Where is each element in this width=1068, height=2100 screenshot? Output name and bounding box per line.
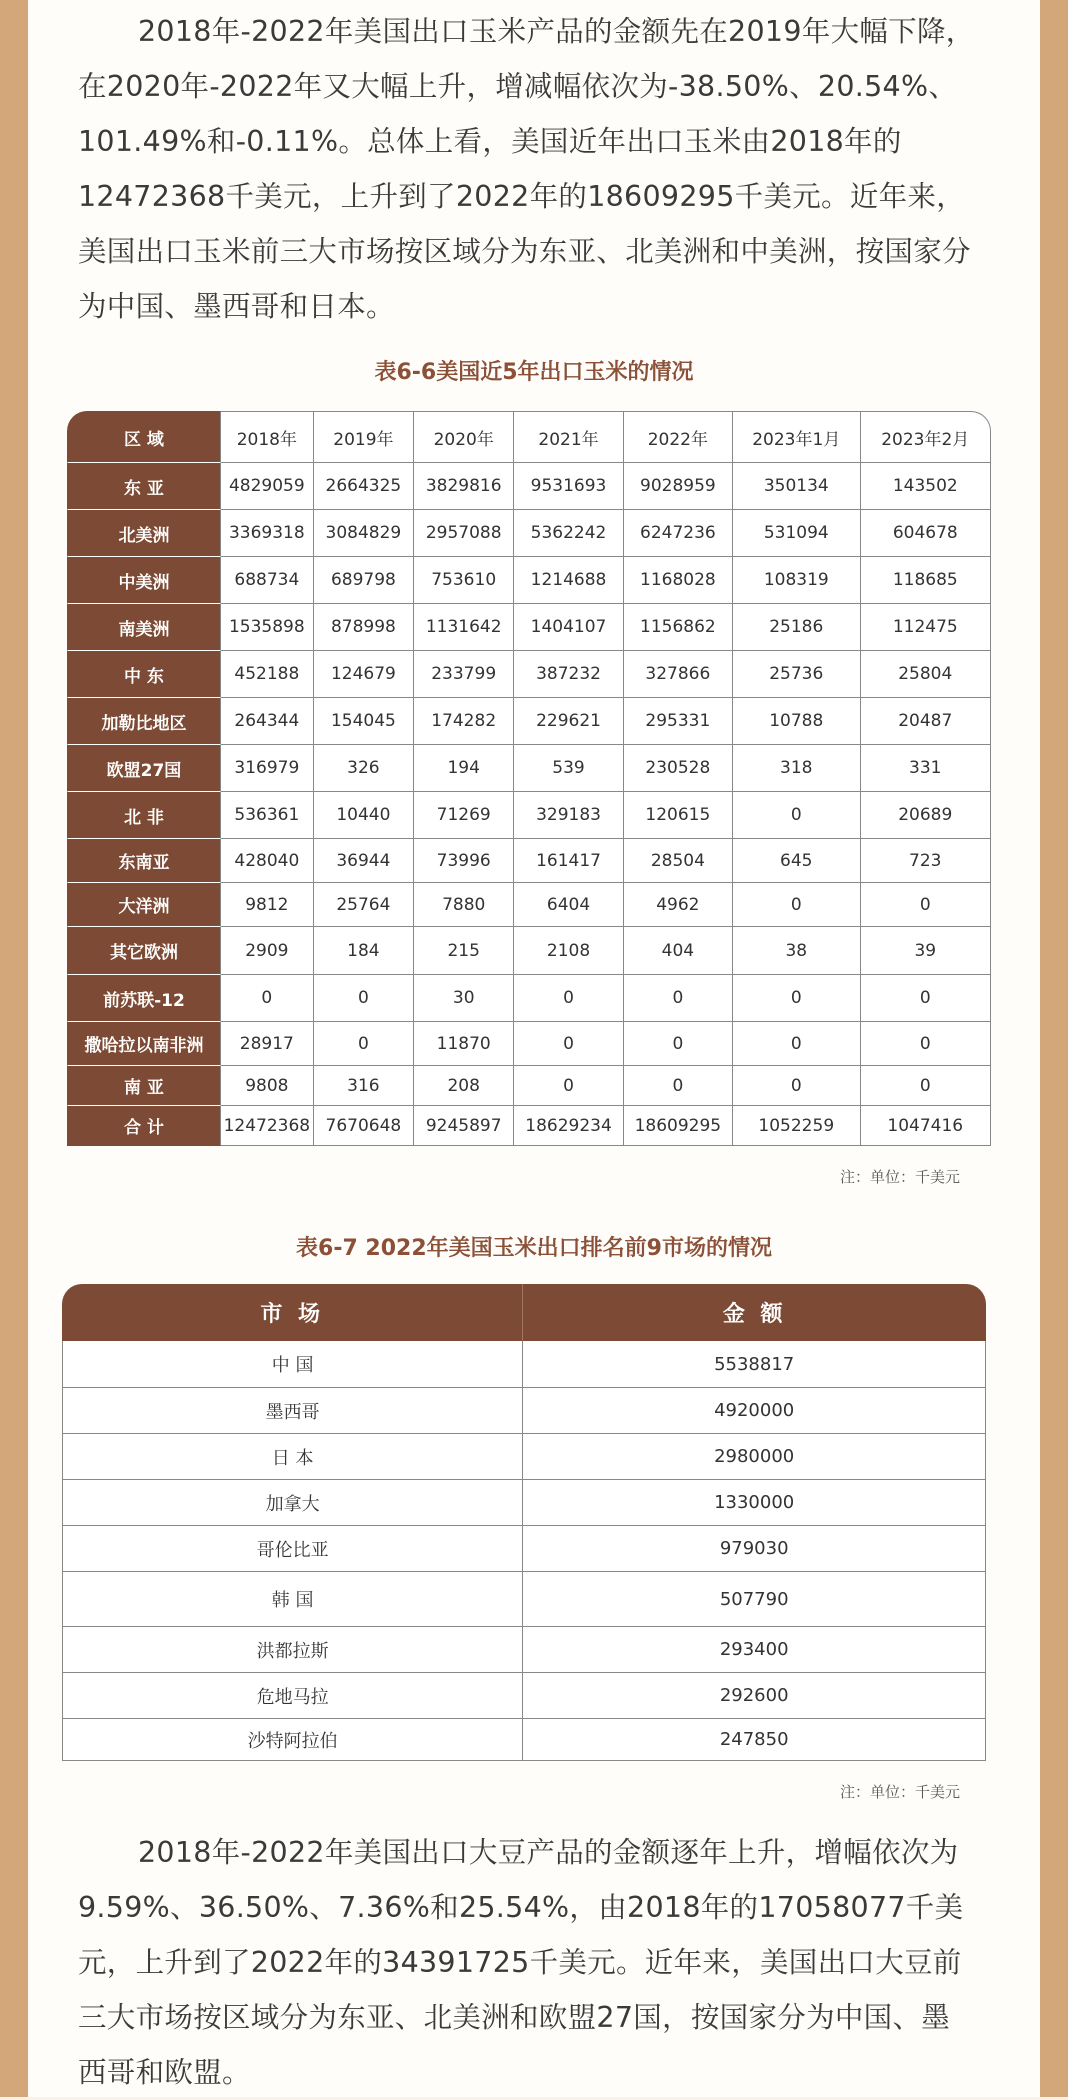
table1-value-cell: 9245897 bbox=[414, 1106, 514, 1146]
table1-value-cell: 0 bbox=[624, 975, 733, 1022]
table1-value-cell: 0 bbox=[861, 1066, 991, 1106]
table2-market-cell: 危地马拉 bbox=[62, 1673, 523, 1719]
top9-market-table bbox=[62, 1284, 986, 1761]
table2-market-cell: 洪都拉斯 bbox=[62, 1627, 523, 1673]
table1-value-cell: 3829816 bbox=[414, 463, 514, 510]
table2-amount-cell: 293400 bbox=[523, 1627, 986, 1673]
table1-value-cell: 2909 bbox=[221, 927, 314, 975]
table1-value-cell: 28504 bbox=[624, 839, 733, 883]
table1-value-cell: 5362242 bbox=[514, 510, 623, 557]
table1-value-cell: 1535898 bbox=[221, 604, 314, 651]
table1-value-cell: 9812 bbox=[221, 883, 314, 927]
table1-region-cell: 中 东 bbox=[67, 651, 221, 698]
table2-amount-cell: 1330000 bbox=[523, 1480, 986, 1526]
table1-value-cell: 1047416 bbox=[861, 1106, 991, 1146]
table1-value-cell: 120615 bbox=[624, 792, 733, 839]
table1-header-cell: 2023年1月 bbox=[733, 411, 861, 463]
table1-value-cell: 10788 bbox=[733, 698, 861, 745]
table1-value-cell: 73996 bbox=[414, 839, 514, 883]
table2-row bbox=[62, 1572, 986, 1627]
table1-value-cell: 0 bbox=[221, 975, 314, 1022]
table1-value-cell: 645 bbox=[733, 839, 861, 883]
table1-value-cell: 531094 bbox=[733, 510, 861, 557]
table1-row bbox=[67, 1022, 991, 1066]
table2-amount-cell: 5538817 bbox=[523, 1341, 986, 1388]
table1-value-cell: 12472368 bbox=[221, 1106, 314, 1146]
table1-value-cell: 233799 bbox=[414, 651, 514, 698]
table1-value-cell: 329183 bbox=[514, 792, 623, 839]
table2-row bbox=[62, 1673, 986, 1719]
table1-value-cell: 327866 bbox=[624, 651, 733, 698]
table1-header-cell: 2018年 bbox=[221, 411, 314, 463]
table1-value-cell: 39 bbox=[861, 927, 991, 975]
table2-row bbox=[62, 1434, 986, 1480]
table2-market-cell: 日 本 bbox=[62, 1434, 523, 1480]
table1-value-cell: 184 bbox=[314, 927, 414, 975]
table1-value-cell: 0 bbox=[314, 975, 414, 1022]
table1-value-cell: 11870 bbox=[414, 1022, 514, 1066]
table1-value-cell: 2108 bbox=[514, 927, 623, 975]
table1-row bbox=[67, 839, 991, 883]
table1-value-cell: 539 bbox=[514, 745, 623, 792]
table1-row bbox=[67, 1106, 991, 1146]
table1-row bbox=[67, 792, 991, 839]
table1-value-cell: 0 bbox=[733, 975, 861, 1022]
table2-market-cell: 中 国 bbox=[62, 1341, 523, 1388]
table2-header-cell: 金 额 bbox=[523, 1284, 986, 1341]
table1-value-cell: 7880 bbox=[414, 883, 514, 927]
table1-value-cell: 452188 bbox=[221, 651, 314, 698]
table2-row bbox=[62, 1627, 986, 1673]
table1-value-cell: 753610 bbox=[414, 557, 514, 604]
table1-region-cell: 欧盟27国 bbox=[67, 745, 221, 792]
table1-value-cell: 18609295 bbox=[624, 1106, 733, 1146]
table1-value-cell: 154045 bbox=[314, 698, 414, 745]
table2-amount-cell: 979030 bbox=[523, 1526, 986, 1572]
table1-value-cell: 316 bbox=[314, 1066, 414, 1106]
table1-value-cell: 18629234 bbox=[514, 1106, 623, 1146]
table1-value-cell: 36944 bbox=[314, 839, 414, 883]
table1-value-cell: 6404 bbox=[514, 883, 623, 927]
table1-caption: 表6-6美国近5年出口玉米的情况 bbox=[374, 360, 694, 385]
table1-value-cell: 25764 bbox=[314, 883, 414, 927]
table1-value-cell: 723 bbox=[861, 839, 991, 883]
table1-value-cell: 536361 bbox=[221, 792, 314, 839]
table1-value-cell: 112475 bbox=[861, 604, 991, 651]
table2-header-cell: 市 场 bbox=[62, 1284, 523, 1341]
table1-value-cell: 28917 bbox=[221, 1022, 314, 1066]
table1-value-cell: 1052259 bbox=[733, 1106, 861, 1146]
table1-header-cell: 2021年 bbox=[514, 411, 623, 463]
table1-region-cell: 其它欧洲 bbox=[67, 927, 221, 975]
table1-value-cell: 350134 bbox=[733, 463, 861, 510]
table1-value-cell: 0 bbox=[514, 975, 623, 1022]
table1-value-cell: 143502 bbox=[861, 463, 991, 510]
table1-row bbox=[67, 510, 991, 557]
table1-value-cell: 194 bbox=[414, 745, 514, 792]
table2-row bbox=[62, 1480, 986, 1526]
table1-header-row bbox=[67, 411, 991, 463]
table1-value-cell: 9531693 bbox=[514, 463, 623, 510]
table1-value-cell: 0 bbox=[624, 1066, 733, 1106]
right-border bbox=[1040, 0, 1068, 2097]
table2-header-row bbox=[62, 1284, 986, 1341]
table1-value-cell: 387232 bbox=[514, 651, 623, 698]
corn-export-region-table bbox=[67, 411, 991, 1146]
table1-value-cell: 230528 bbox=[624, 745, 733, 792]
table1-value-cell: 30 bbox=[414, 975, 514, 1022]
table1-value-cell: 428040 bbox=[221, 839, 314, 883]
table1-value-cell: 1214688 bbox=[514, 557, 623, 604]
table2-amount-cell: 247850 bbox=[523, 1719, 986, 1761]
intro-paragraph: 2018年-2022年美国出口玉米产品的金额先在2019年大幅下降，在2020年-2022年又大幅上升，增减幅依次为-38.50%、20.54%、101.49%和-0.11%。总体上看，美国近年出口玉米由2018年的12472368千美元，上升到了2022年的18609295千美元。近年来，美国出口玉米前三大市场按区域分为东亚、北美洲和中美洲，按国家分为中国、墨西哥和日本。 bbox=[78, 15, 975, 323]
table1-value-cell: 3084829 bbox=[314, 510, 414, 557]
table1-value-cell: 264344 bbox=[221, 698, 314, 745]
table2-market-cell: 加拿大 bbox=[62, 1480, 523, 1526]
table1-value-cell: 208 bbox=[414, 1066, 514, 1106]
table1-header-cell: 2020年 bbox=[414, 411, 514, 463]
table1-value-cell: 118685 bbox=[861, 557, 991, 604]
table1-value-cell: 4829059 bbox=[221, 463, 314, 510]
table1-row bbox=[67, 927, 991, 975]
table1-value-cell: 25186 bbox=[733, 604, 861, 651]
table1-value-cell: 10440 bbox=[314, 792, 414, 839]
table1-value-cell: 316979 bbox=[221, 745, 314, 792]
table1-value-cell: 0 bbox=[861, 883, 991, 927]
table1-value-cell: 2664325 bbox=[314, 463, 414, 510]
table2-amount-cell: 292600 bbox=[523, 1673, 986, 1719]
table1-value-cell: 25804 bbox=[861, 651, 991, 698]
table1-value-cell: 318 bbox=[733, 745, 861, 792]
table1-region-cell: 北 非 bbox=[67, 792, 221, 839]
table1-row bbox=[67, 463, 991, 510]
table1-value-cell: 20689 bbox=[861, 792, 991, 839]
table1-value-cell: 174282 bbox=[414, 698, 514, 745]
table1-header-cell: 2023年2月 bbox=[861, 411, 991, 463]
table1-region-cell: 加勒比地区 bbox=[67, 698, 221, 745]
table2-row bbox=[62, 1341, 986, 1388]
table1-value-cell: 9808 bbox=[221, 1066, 314, 1106]
table1-region-cell: 北美洲 bbox=[67, 510, 221, 557]
table1-value-cell: 6247236 bbox=[624, 510, 733, 557]
table1-value-cell: 0 bbox=[861, 1022, 991, 1066]
table1-region-cell: 南美洲 bbox=[67, 604, 221, 651]
table1-value-cell: 161417 bbox=[514, 839, 623, 883]
table1-value-cell: 689798 bbox=[314, 557, 414, 604]
table1-value-cell: 4962 bbox=[624, 883, 733, 927]
table1-region-cell: 撒哈拉以南非洲 bbox=[67, 1022, 221, 1066]
table1-value-cell: 1156862 bbox=[624, 604, 733, 651]
table2-row bbox=[62, 1719, 986, 1761]
table1-unit-note: 注：单位：千美元 bbox=[839, 1168, 960, 1186]
table1-value-cell: 0 bbox=[314, 1022, 414, 1066]
table1-region-cell: 前苏联-12 bbox=[67, 975, 221, 1022]
table1-row bbox=[67, 698, 991, 745]
table2-caption: 表6-7 2022年美国玉米出口排名前9市场的情况 bbox=[296, 1236, 772, 1261]
table1-region-cell: 东 亚 bbox=[67, 463, 221, 510]
table1-value-cell: 9028959 bbox=[624, 463, 733, 510]
table1-value-cell: 326 bbox=[314, 745, 414, 792]
table1-value-cell: 604678 bbox=[861, 510, 991, 557]
table1-value-cell: 331 bbox=[861, 745, 991, 792]
table1-row bbox=[67, 975, 991, 1022]
table2-row bbox=[62, 1388, 986, 1434]
table1-value-cell: 295331 bbox=[624, 698, 733, 745]
table1-row bbox=[67, 604, 991, 651]
table1-value-cell: 3369318 bbox=[221, 510, 314, 557]
table1-value-cell: 1168028 bbox=[624, 557, 733, 604]
table2-unit-note: 注：单位：千美元 bbox=[839, 1783, 960, 1801]
table1-region-cell: 大洋洲 bbox=[67, 883, 221, 927]
table1-value-cell: 1131642 bbox=[414, 604, 514, 651]
table1-region-cell: 南 亚 bbox=[67, 1066, 221, 1106]
table2-market-cell: 沙特阿拉伯 bbox=[62, 1719, 523, 1761]
table1-header-cell: 2019年 bbox=[314, 411, 414, 463]
table1-region-cell: 合 计 bbox=[67, 1106, 221, 1146]
table2-amount-cell: 4920000 bbox=[523, 1388, 986, 1434]
table1-value-cell: 38 bbox=[733, 927, 861, 975]
table2-amount-cell: 2980000 bbox=[523, 1434, 986, 1480]
table1-row bbox=[67, 1066, 991, 1106]
table1-value-cell: 0 bbox=[733, 1022, 861, 1066]
table1-value-cell: 1404107 bbox=[514, 604, 623, 651]
table1-value-cell: 108319 bbox=[733, 557, 861, 604]
table1-value-cell: 7670648 bbox=[314, 1106, 414, 1146]
table1-value-cell: 0 bbox=[733, 792, 861, 839]
table1-row bbox=[67, 883, 991, 927]
table1-region-cell: 中美洲 bbox=[67, 557, 221, 604]
table1-value-cell: 0 bbox=[733, 1066, 861, 1106]
table1-value-cell: 688734 bbox=[221, 557, 314, 604]
left-border bbox=[0, 0, 28, 2097]
table1-header-region: 区 域 bbox=[67, 411, 221, 463]
table2-market-cell: 墨西哥 bbox=[62, 1388, 523, 1434]
table1-value-cell: 0 bbox=[624, 1022, 733, 1066]
table1-value-cell: 0 bbox=[861, 975, 991, 1022]
table2-market-cell: 韩 国 bbox=[62, 1572, 523, 1627]
table2-amount-cell: 507790 bbox=[523, 1572, 986, 1627]
table1-value-cell: 229621 bbox=[514, 698, 623, 745]
table1-region-cell: 东南亚 bbox=[67, 839, 221, 883]
table2-market-cell: 哥伦比亚 bbox=[62, 1526, 523, 1572]
table1-value-cell: 0 bbox=[514, 1066, 623, 1106]
soybean-paragraph: 2018年-2022年美国出口大豆产品的金额逐年上升，增幅依次为9.59%、36.50%、7.36%和25.54%，由2018年的17058077千美元，上升到了2022年的34391725千美元。近年来，美国出口大豆前三大市场按区域分为东亚、北美洲和欧盟27国，按国家分为中国、墨西哥和欧盟。 bbox=[78, 1836, 964, 2089]
table1-value-cell: 124679 bbox=[314, 651, 414, 698]
table1-row bbox=[67, 745, 991, 792]
table1-value-cell: 25736 bbox=[733, 651, 861, 698]
table1-value-cell: 878998 bbox=[314, 604, 414, 651]
table1-value-cell: 71269 bbox=[414, 792, 514, 839]
table1-value-cell: 20487 bbox=[861, 698, 991, 745]
table1-value-cell: 215 bbox=[414, 927, 514, 975]
table1-row bbox=[67, 651, 991, 698]
table1-value-cell: 2957088 bbox=[414, 510, 514, 557]
table1-value-cell: 0 bbox=[733, 883, 861, 927]
table1-header-cell: 2022年 bbox=[624, 411, 733, 463]
table1-row bbox=[67, 557, 991, 604]
table1-value-cell: 0 bbox=[514, 1022, 623, 1066]
table1-value-cell: 404 bbox=[624, 927, 733, 975]
table2-row bbox=[62, 1526, 986, 1572]
